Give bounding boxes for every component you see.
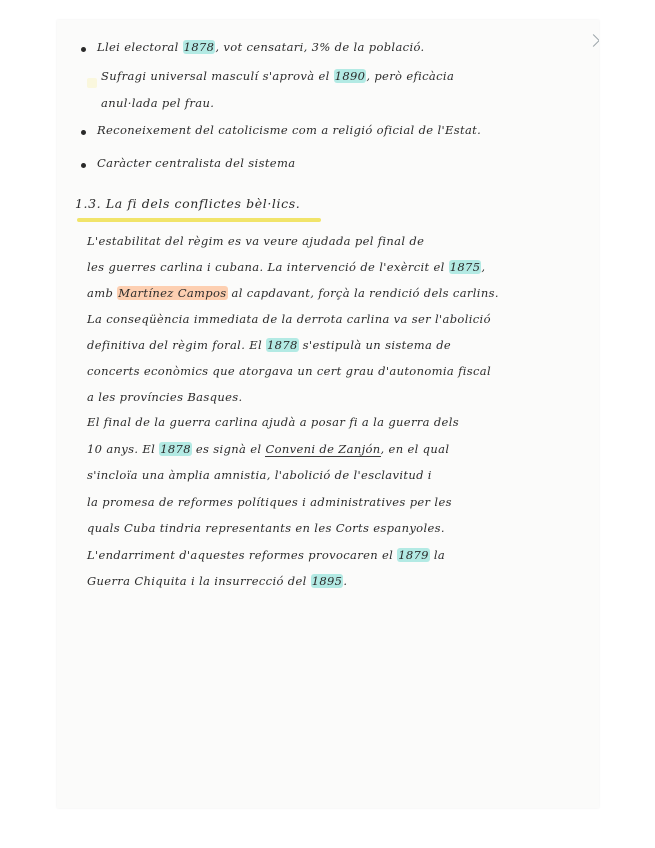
text-run: L'estabilitat del règim es va veure ajudada pel final de: [87, 234, 425, 248]
text-run: , en el qual: [380, 441, 450, 456]
text-run: al capdavant, forçà la rendició dels carlins.: [227, 286, 499, 300]
paragraph-line: [87, 286, 499, 300]
highlighted-date: 1878: [183, 40, 215, 54]
text-run: 10 anys. El: [87, 441, 160, 456]
sufragi-line-2: anul·lada pel frau.: [101, 96, 215, 110]
bullet-dot: [81, 130, 86, 135]
text-run: la promesa de reformes polítiques i administratives per les: [87, 494, 452, 509]
heading-highlight-underline: [77, 218, 321, 222]
highlighted-date: 1879: [398, 547, 429, 562]
text-run: concerts econòmics que atorgava un cert grau d'autonomia fiscal: [87, 364, 492, 378]
bullet-catolicisme: Reconeixement del catolicisme com a religió oficial de l'Estat.: [97, 123, 482, 137]
notebook-page: [57, 20, 599, 808]
text-run: .: [343, 574, 348, 588]
text-run: , però eficàcia: [366, 69, 455, 83]
text-run: a les províncies Basques.: [87, 390, 243, 404]
paragraph-line: [87, 260, 485, 274]
text-run: amb: [87, 286, 118, 300]
text-run: s'incloïa una àmplia amnistia, l'abolició de l'esclavitud i: [87, 468, 432, 482]
text-run: Guerra Chiquita i la insurrecció del: [87, 574, 311, 588]
paragraph-line: [87, 234, 424, 248]
paragraph-line: [87, 415, 459, 429]
text-run: es signà el: [191, 441, 266, 456]
bullet-llei-electoral: [97, 40, 557, 54]
text-run: la: [429, 547, 446, 562]
text-run: s'estipulà un sistema de: [298, 338, 452, 352]
text-run: , vot censatari, 3% de la població.: [215, 40, 425, 54]
paragraph-line: [87, 390, 243, 404]
highlighted-date: 1878: [160, 441, 191, 456]
section-heading: 1.3. La fi dels conflictes bèl·lics.: [75, 196, 301, 211]
paragraph-line: [87, 312, 491, 326]
text-run: Llei electoral: [97, 40, 183, 54]
highlighted-date: 1878: [267, 338, 298, 352]
text-run: Sufragi universal masculí s'aprovà el: [101, 69, 334, 83]
bullet-dot: [81, 47, 86, 52]
paragraph-line: [87, 495, 452, 509]
paragraph-line: [87, 364, 491, 378]
text-run: La conseqüència immediata de la derrota carlina va ser l'abolició: [87, 312, 491, 326]
highlighted-date: 1875: [449, 260, 481, 274]
highlighted-date: 1895: [311, 574, 343, 588]
paragraph-line: [87, 338, 451, 352]
highlighted-date: 1890: [334, 69, 366, 83]
paragraph-line: [87, 442, 449, 456]
paragraph-line: [87, 468, 432, 482]
paragraph-line: [87, 548, 445, 562]
paper-stain: [87, 78, 97, 88]
bullet-dot: [81, 163, 86, 168]
sufragi-line-1: [101, 69, 571, 83]
corner-fold-mark: [587, 34, 599, 47]
text-run: L'endarriment d'aquestes reformes provocaren el: [87, 547, 398, 562]
text-run: definitiva del règim foral. El: [87, 338, 266, 352]
paragraph-line: [87, 521, 445, 535]
text-run: quals Cuba tindria representants en les Corts espanyoles.: [87, 521, 445, 535]
bullet-centralista: Caràcter centralista del sistema: [97, 156, 296, 170]
text-run: ,: [481, 260, 486, 274]
highlighted-name: Martínez Campos: [118, 286, 227, 300]
underlined-term: Conveni de Zanjón: [265, 441, 381, 456]
text-run: les guerres carlina i cubana. La intervenció de l'exèrcit el: [87, 260, 449, 274]
text-run: El final de la guerra carlina ajudà a posar fi a la guerra dels: [87, 415, 459, 429]
paragraph-line: [87, 574, 347, 588]
